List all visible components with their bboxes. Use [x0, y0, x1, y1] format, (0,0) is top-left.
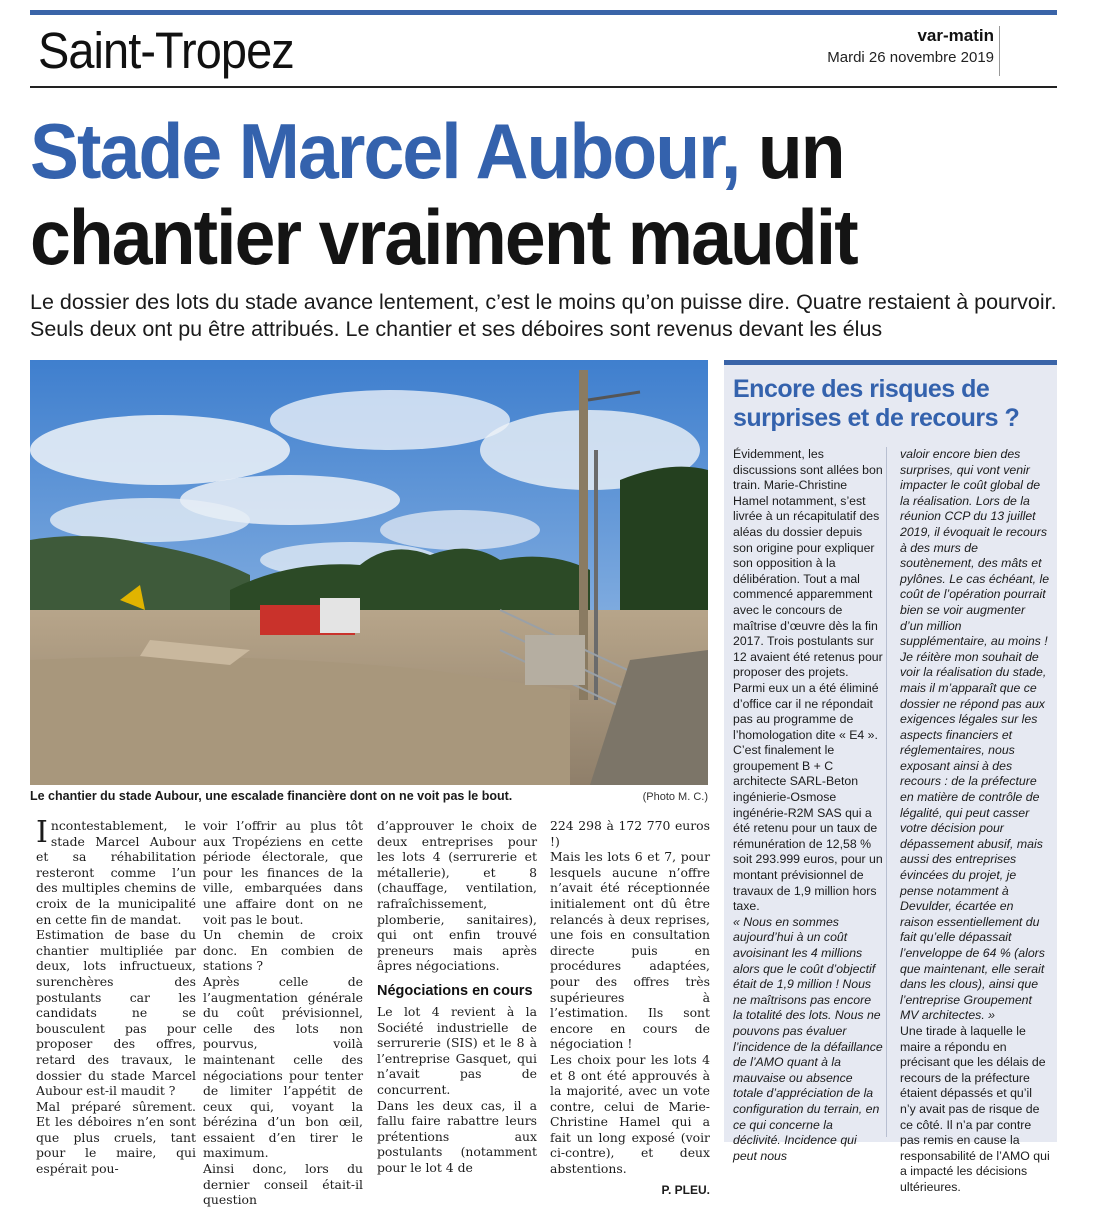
article-paragraph: Estimation de base du chantier multipliée par deux, lots infructueux, surenchères des postulants car les candidats ne se bousculent pas pour proposer des offres, retard des travaux, le dossier du stade Marcel Aubour est-il maudit ?: [36, 927, 196, 1099]
article-paragraph: ncontestablement, le stade Marcel Aubour et sa réhabilitation resteront comme l’un des multiples chemins de croix de la municipalité en cette fin de mandat.: [36, 818, 196, 927]
article-paragraph: 224 298 à 172 770 euros !): [550, 818, 710, 849]
article-body: [30, 815, 710, 1208]
brand-divider: [999, 26, 1000, 76]
sidebar-column-right: [900, 447, 1050, 1196]
headline: [30, 108, 1008, 280]
sidebar-column-left: [733, 447, 883, 1164]
headline-highlight: Stade Marcel Aubour,: [30, 107, 740, 195]
article-lead: Le dossier des lots du stade avance lentement, c’est le moins qu’on puisse dire. Quatre restaient à pourvoir. Seuls deux ont pu être attribués. Le chantier et ses déboires sont revenus devant les élus: [30, 290, 1057, 341]
article-column-2: [203, 818, 363, 1208]
caption-text: Le chantier du stade Aubour, une escalade financière dont on ne voit pas le bout.: [30, 789, 513, 803]
article-paragraph: Ainsi donc, lors du dernier conseil était-il question: [203, 1161, 363, 1208]
article-paragraph: Dans les deux cas, il a fallu faire rabattre leurs prétentions aux postulants (notamment pour le lot 4 de: [377, 1097, 537, 1175]
article-paragraph: Un chemin de croix donc. En combien de stations ?: [203, 927, 363, 974]
sidebar-box: [724, 360, 1057, 1194]
publication-date: Mardi 26 novembre 2019: [827, 49, 994, 66]
sidebar-column-divider: [886, 447, 887, 1137]
headline-rest: un chantier vraiment maudit: [30, 107, 857, 281]
header-rule: [30, 86, 1057, 88]
drop-cap: I: [36, 815, 48, 850]
photo-caption: [30, 788, 708, 804]
article-paragraph: Le lot 4 revient à la Société industrielle de serrurerie (SIS) et le 8 à l’entreprise Gasquet, qui n’avait pas de concurrent.: [377, 1003, 537, 1097]
article-column-3: [377, 818, 537, 1175]
newspaper-name: var-matin: [917, 26, 994, 45]
article-column-4: [550, 818, 710, 1198]
sidebar-title: Encore des risques de surprises et de recours ?: [733, 375, 1020, 432]
stadium-construction-photo: [30, 360, 708, 785]
article-paragraph: Mais les lots 6 et 7, pour lesquels aucune n’offre n’avait été réceptionnée initialement ont dû être relancés à deux reprises, une fois en consultation directe puis en procédures adaptées, pour des offres très supérieures à l’estimation. Ils sont encore en cours de négociation !: [550, 849, 710, 1052]
sidebar-paragraph: Évidemment, les discussions sont allées bon train. Marie-Christine Hamel notamment, s’est livrée à un récapitulatif des aléas du dossier depuis son origine pour expliquer son opposition à la délibération. Tout a mal commencé apparemment avec le concours de maîtrise d’œuvre dès la fin 2017. Trois postulants sur 12 avaient été retenus pour proposer des projets. Parmi eux un a été éliminé d’office car il ne répondait pas au programme de l’homologation dite « E4 ». C’est finalement le groupement B + C architecte SARL-Beton ingénierie-Osmose ingénérie-R2M SAS qui a été retenu pour un taux de rémunération de 12,58 % soit 293.999 euros, pour un montant prévisionnel de travaux de 1,9 million hors taxe.: [733, 447, 883, 914]
top-color-bar: [30, 10, 1057, 15]
article-paragraph: Mal préparé sûrement. Et les déboires n’en sont que plus cruels, tant pour le maire, qui espérait pou-: [36, 1098, 196, 1177]
article-column-1: [36, 815, 196, 1177]
article-subheading: Négociations en cours: [377, 982, 533, 999]
sidebar-quote: « Nous en sommes aujourd’hui à un coût avoisinant les 4 millions alors que le coût d’objectif était de 1,9 million ! Nous ne maîtrisons pas encore la totalité des lots. Nous ne pouvons pas évaluer l’incidence de la défaillance de l’AMO quant à la mauvaise ou absence totale d’appréciation de la configuration du terrain, en ce qui concerne la déclivité. Incidence qui peut nous: [733, 914, 883, 1163]
photo-credit: (Photo M. C.): [642, 791, 708, 803]
sidebar-quote: valoir encore bien des surprises, qui vont venir impacter le coût global de la réalisation. Lors de la réunion CCP du 13 juillet 2019, il évoquait le recours à des murs de soutènement, des mâts et pylônes. Le cas échéant, le coût de l’opération pourrait bien se voir augmenter d’un million supplémentaire, au moins ! Je réitère mon souhait de voir la réalisation du stade, mais il m’apparaît que ce dossier ne répond pas aux exigences légales sur les aspects financiers et réglementaires, nous exposant ainsi à des recours : de la préfecture en matière de contrôle de légalité, qui peut casser votre décision pour dépassement abusif, mais aussi des entreprises évincées du projet, je pense notamment à Devulder, écartée en raison essentiellement du fait qu’elle dépassait l’enveloppe de 64 % (alors que maintenant, elle serait dans les clous), ainsi que l’entreprise Groupement MV architectes. »: [900, 447, 1050, 1023]
section-title: Saint-Tropez: [38, 22, 294, 79]
author-signature: P. PLEU.: [661, 1182, 710, 1197]
article-paragraph: voir l’offrir au plus tôt aux Tropéziens en cette période électorale, que pour les finances de la ville, embarquées dans une affaire dont on ne voit pas le bout.: [203, 818, 363, 927]
article-paragraph: Les choix pour les lots 4 et 8 ont été approuvés à la majorité, avec un vote contre, celui de Marie-Christine Hamel qui a fait un long exposé (voir ci-contre), et deux abstentions.: [550, 1051, 710, 1177]
article-paragraph: d’approuver le choix de deux entreprises pour les lots 4 (serrurerie et métallerie), et 8 (chauffage, ventilation, rafraîchissement, plomberie, sanitaires), qui ont enfin trouvé preneurs mais après âpres négociations.: [377, 818, 537, 974]
sidebar-paragraph: Une tirade à laquelle le maire a répondu en précisant que les délais de recours de la préfecture étaient dépassés et qu’il n’y avait pas de risque de ce côté. Il n’a par contre pas remis en cause la responsabilité de l’AMO qui a impacté les décisions ultérieures.: [900, 1023, 1050, 1194]
masthead-brand: [827, 26, 994, 66]
article-paragraph: Après celle de l’augmentation générale du coût prévisionnel, celle des lots non pourvus, voilà maintenant celle des négociations pour tenter de limiter l’appétit de ceux qui, voyant la bérézina d’un bon œil, essaient d’en tirer le maximum.: [203, 973, 363, 1161]
